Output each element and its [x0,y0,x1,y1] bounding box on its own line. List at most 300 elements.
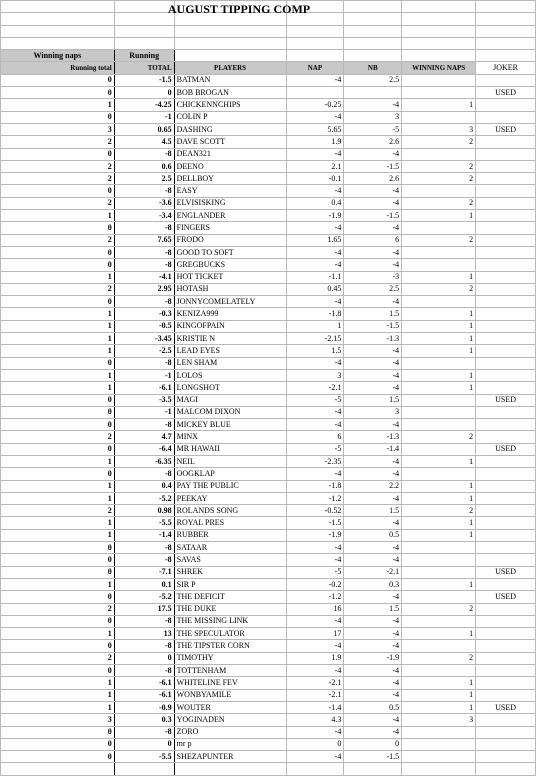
cell-nap: 1.5 [286,345,344,357]
cell-running-total: -1 [114,111,174,123]
cell-winning-naps-count: 2 [402,505,476,517]
cell-running-total: -6.4 [114,443,174,455]
cell-winning-naps-count [402,406,476,418]
cell-running-total: -3.4 [114,210,174,222]
cell-winning-naps: 2 [1,160,115,172]
cell-joker [476,578,536,590]
cell-nap: -1.2 [286,591,344,603]
cell-nb: -4 [344,677,402,689]
cell-winning-naps: 2 [1,603,115,615]
cell-winning-naps: 1 [1,701,115,713]
cell-nb: -2.1 [344,566,402,578]
cell-nap: -4 [286,751,344,763]
cell-player: DEAN321 [174,148,286,160]
cell-winning-naps: 1 [1,320,115,332]
cell-player: SIR P [174,578,286,590]
cell-running-total: -4.25 [114,99,174,111]
cell-winning-naps: 2 [1,234,115,246]
cell-running-total: -8 [114,419,174,431]
cell-winning-naps: 0 [1,615,115,627]
cell-running-total: -1.4 [114,529,174,541]
cell-joker [476,197,536,209]
cell-winning-naps-count: 3 [402,123,476,135]
cell-joker [476,320,536,332]
cell-player: FINGERS [174,222,286,234]
cell-nap: -4 [286,296,344,308]
cell-nap: -0.25 [286,99,344,111]
cell-joker [476,345,536,357]
cell-player: mr p [174,738,286,750]
cell-nb: -3 [344,271,402,283]
cell-nb: 1.5 [344,603,402,615]
cell-winning-naps-count: 2 [402,652,476,664]
cell-winning-naps-count [402,419,476,431]
cell-nap: -1.8 [286,308,344,320]
cell-running-total: 4.7 [114,431,174,443]
cell-player: MICKEY BLUE [174,419,286,431]
cell-winning-naps: 1 [1,382,115,394]
cell-winning-naps: 0 [1,554,115,566]
cell-winning-naps: 0 [1,111,115,123]
cell-winning-naps: 0 [1,259,115,271]
table-row [1,345,536,357]
cell-nb: -4 [344,99,402,111]
cell-winning-naps: 0 [1,185,115,197]
cell-player: ROYAL PRES [174,517,286,529]
cell-winning-naps: 0 [1,406,115,418]
table-row [1,185,536,197]
cell-joker [476,136,536,148]
header-winning-naps-col: WINNING NAPS [402,62,476,74]
cell-nb: -1.4 [344,443,402,455]
cell-nb: 1.5 [344,394,402,406]
cell-nb: 0 [344,738,402,750]
cell-player: TOTTENHAM [174,665,286,677]
cell-winning-naps-count: 1 [402,455,476,467]
cell-nb: 2.6 [344,173,402,185]
cell-winning-naps-count [402,357,476,369]
cell-nap: 3 [286,369,344,381]
cell-player: BOB BROGAN [174,87,286,99]
cell-player: DELLBOY [174,173,286,185]
cell-nb: -4 [344,640,402,652]
cell-winning-naps: 0 [1,738,115,750]
cell-running-total: -6.1 [114,677,174,689]
cell-nap: -0.52 [286,505,344,517]
cell-nb: -4 [344,591,402,603]
cell-joker [476,99,536,111]
cell-running-total: -3.5 [114,394,174,406]
cell-player: DASHING [174,123,286,135]
cell-player: WHITELINE FEV [174,677,286,689]
cell-nb: -4 [344,296,402,308]
cell-running-total: -3.45 [114,333,174,345]
cell-player: SAVAS [174,554,286,566]
cell-joker [476,554,536,566]
cell-nap: -5 [286,394,344,406]
cell-winning-naps-count [402,751,476,763]
cell-nap: -2.35 [286,455,344,467]
cell-player: MR HAWAII [174,443,286,455]
table-row [1,99,536,111]
cell-running-total: -8 [114,726,174,738]
cell-nb: -4 [344,357,402,369]
cell-nb: -4 [344,259,402,271]
table-row [1,665,536,677]
cell-nap: 0 [286,738,344,750]
cell-joker [476,283,536,295]
cell-nap: 16 [286,603,344,615]
table-row [1,701,536,713]
cell-winning-naps: 2 [1,283,115,295]
cell-joker [476,234,536,246]
cell-joker [476,677,536,689]
cell-nb: 0.5 [344,529,402,541]
cell-player: WOUTER [174,701,286,713]
cell-running-total: -8 [114,665,174,677]
cell-winning-naps: 1 [1,308,115,320]
table-row [1,443,536,455]
cell-player: LONGSHOT [174,382,286,394]
table-row [1,283,536,295]
cell-nb: -4 [344,542,402,554]
header-winning-naps: Winning naps [1,50,115,62]
header-players: PLAYERS [174,62,286,74]
cell-joker [476,419,536,431]
cell-winning-naps: 1 [1,210,115,222]
cell-nb: 0.5 [344,701,402,713]
cell-nap: -4 [286,148,344,160]
cell-running-total: -8 [114,468,174,480]
cell-joker: USED [476,591,536,603]
cell-winning-naps-count [402,554,476,566]
cell-winning-naps-count [402,726,476,738]
cell-nap: -5 [286,566,344,578]
cell-joker [476,665,536,677]
cell-player: KENIZA999 [174,308,286,320]
cell-winning-naps: 0 [1,148,115,160]
cell-running-total: -8 [114,259,174,271]
page-title: AUGUST TIPPING COMP [167,2,311,16]
cell-winning-naps: 1 [1,628,115,640]
cell-winning-naps: 1 [1,480,115,492]
cell-winning-naps: 0 [1,665,115,677]
table-row [1,689,536,701]
table-row [1,468,536,480]
header-nap: NAP [286,62,344,74]
cell-running-total: -5.2 [114,492,174,504]
cell-running-total: 0.1 [114,578,174,590]
cell-nap: -4 [286,615,344,627]
table-row [1,603,536,615]
cell-nb: -4 [344,419,402,431]
header-joker: JOKER [476,62,536,74]
cell-winning-naps: 1 [1,369,115,381]
cell-running-total: -0.3 [114,308,174,320]
cell-nb: -4 [344,615,402,627]
cell-player: YOGINADEN [174,714,286,726]
cell-winning-naps: 1 [1,677,115,689]
cell-running-total: -8 [114,542,174,554]
cell-winning-naps: 1 [1,517,115,529]
cell-winning-naps-count [402,615,476,627]
cell-nap [286,87,344,99]
cell-player: KINGOFPAIN [174,320,286,332]
cell-nap: -1.9 [286,210,344,222]
cell-player: MINX [174,431,286,443]
cell-nap: -4 [286,640,344,652]
cell-joker [476,529,536,541]
cell-winning-naps-count: 2 [402,173,476,185]
cell-nap: -4 [286,222,344,234]
cell-nap: -4 [286,259,344,271]
cell-running-total: -1.5 [114,74,174,86]
cell-nb: -4 [344,197,402,209]
cell-running-total: 7.65 [114,234,174,246]
cell-player: ENGLANDER [174,210,286,222]
cell-running-total: -2.5 [114,345,174,357]
cell-winning-naps-count [402,640,476,652]
cell-winning-naps-count: 1 [402,529,476,541]
cell-running-total: -8 [114,554,174,566]
cell-running-total: 2.95 [114,283,174,295]
cell-player: MALCOM DIXON [174,406,286,418]
cell-nap: -4 [286,357,344,369]
cell-nb: -4 [344,345,402,357]
table-row [1,308,536,320]
cell-winning-naps: 0 [1,296,115,308]
cell-winning-naps: 2 [1,652,115,664]
cell-nap: 4.3 [286,714,344,726]
cell-running-total: -4.1 [114,271,174,283]
table-row [1,455,536,467]
cell-running-total: -3.6 [114,197,174,209]
cell-joker [476,382,536,394]
cell-winning-naps: 0 [1,87,115,99]
cell-nb: 1.5 [344,308,402,320]
cell-winning-naps-count: 2 [402,197,476,209]
cell-winning-naps-count [402,591,476,603]
cell-joker: USED [476,566,536,578]
cell-nb [344,87,402,99]
header-running: Running [114,50,174,62]
cell-nap: -2.1 [286,677,344,689]
cell-joker [476,431,536,443]
table-row [1,517,536,529]
cell-player: CHICKENNCHIPS [174,99,286,111]
cell-nb: -4 [344,517,402,529]
cell-winning-naps: 0 [1,419,115,431]
cell-player: FRODO [174,234,286,246]
cell-nap: -0.1 [286,173,344,185]
table-row [1,259,536,271]
table-row [1,234,536,246]
cell-joker [476,369,536,381]
cell-joker [476,111,536,123]
cell-nb: -1.5 [344,210,402,222]
cell-nap: -2.1 [286,382,344,394]
cell-winning-naps-count [402,468,476,480]
cell-player: LEAD EYES [174,345,286,357]
cell-running-total: 17.5 [114,603,174,615]
cell-running-total: -1 [114,369,174,381]
cell-player: COLIN P [174,111,286,123]
cell-winning-naps-count: 1 [402,345,476,357]
cell-player: GOOD TO SOFT [174,246,286,258]
cell-nb: -4 [344,222,402,234]
cell-nb: -1.3 [344,431,402,443]
cell-running-total: -1 [114,406,174,418]
table-row [1,123,536,135]
cell-nap: -4 [286,185,344,197]
cell-winning-naps: 0 [1,566,115,578]
cell-winning-naps-count: 1 [402,210,476,222]
cell-joker [476,738,536,750]
cell-player: LOLOS [174,369,286,381]
cell-winning-naps: 0 [1,640,115,652]
cell-running-total: -8 [114,148,174,160]
table-row [1,333,536,345]
cell-nap: -5 [286,443,344,455]
cell-nap: 17 [286,628,344,640]
table-row [1,554,536,566]
cell-winning-naps-count: 1 [402,320,476,332]
cell-winning-naps: 2 [1,505,115,517]
cell-nap: -4 [286,665,344,677]
cell-joker [476,173,536,185]
cell-player: DEENO [174,160,286,172]
cell-winning-naps-count [402,148,476,160]
table-row [1,480,536,492]
cell-nap: -2.1 [286,689,344,701]
cell-nb: -4 [344,554,402,566]
cell-joker [476,210,536,222]
table-row [1,406,536,418]
table-row [1,210,536,222]
cell-winning-naps-count: 1 [402,517,476,529]
cell-winning-naps-count: 1 [402,382,476,394]
cell-nap: -1.4 [286,701,344,713]
cell-running-total: 0.3 [114,714,174,726]
table-row [1,615,536,627]
cell-player: BATMAN [174,74,286,86]
cell-winning-naps: 0 [1,468,115,480]
cell-nap: 1.65 [286,234,344,246]
table-row [1,271,536,283]
cell-joker [476,628,536,640]
cell-nb: -5 [344,123,402,135]
cell-player: DAVE SCOTT [174,136,286,148]
cell-winning-naps-count: 1 [402,628,476,640]
cell-nb: -4 [344,455,402,467]
table-row [1,419,536,431]
cell-winning-naps-count: 1 [402,271,476,283]
cell-winning-naps: 0 [1,394,115,406]
cell-joker: USED [476,123,536,135]
cell-joker: USED [476,87,536,99]
cell-joker [476,455,536,467]
cell-joker [476,185,536,197]
cell-winning-naps-count [402,665,476,677]
cell-winning-naps: 1 [1,345,115,357]
cell-joker [476,246,536,258]
cell-player: SHREK [174,566,286,578]
cell-nb: 6 [344,234,402,246]
cell-nap: 2.1 [286,160,344,172]
cell-player: PEEKAY [174,492,286,504]
cell-running-total: 0 [114,738,174,750]
table-row [1,320,536,332]
cell-nap: -1.2 [286,492,344,504]
cell-joker [476,74,536,86]
header-row-top [1,50,536,62]
cell-nb: 2.2 [344,480,402,492]
cell-nb: -4 [344,246,402,258]
cell-joker [476,517,536,529]
cell-running-total: 13 [114,628,174,640]
cell-winning-naps-count: 1 [402,689,476,701]
cell-running-total: -8 [114,296,174,308]
cell-nap: -4 [286,542,344,554]
cell-running-total: -8 [114,246,174,258]
cell-winning-naps: 3 [1,714,115,726]
cell-nap: -1.5 [286,517,344,529]
header-running-total: Running total [1,62,115,74]
cell-joker [476,160,536,172]
cell-joker [476,308,536,320]
table-row [1,197,536,209]
cell-nap: 5.65 [286,123,344,135]
cell-winning-naps-count [402,566,476,578]
table-row [1,160,536,172]
cell-joker [476,751,536,763]
cell-running-total: 2.5 [114,173,174,185]
cell-nap: 0.45 [286,283,344,295]
cell-joker [476,406,536,418]
cell-nb: -4 [344,382,402,394]
cell-nap: -4 [286,246,344,258]
table-row [1,591,536,603]
cell-winning-naps-count [402,443,476,455]
cell-running-total: -8 [114,640,174,652]
cell-player: ZORO [174,726,286,738]
cell-nb: -4 [344,714,402,726]
cell-nb: -1.9 [344,652,402,664]
cell-winning-naps-count [402,185,476,197]
cell-winning-naps: 2 [1,136,115,148]
cell-winning-naps: 1 [1,578,115,590]
cell-nb: 2.5 [344,74,402,86]
cell-joker [476,714,536,726]
cell-winning-naps: 2 [1,197,115,209]
cell-nb: -4 [344,369,402,381]
cell-winning-naps-count: 1 [402,578,476,590]
cell-player: WONBYAMILE [174,689,286,701]
cell-nb: -1.5 [344,160,402,172]
cell-nap: -2.15 [286,333,344,345]
cell-winning-naps-count [402,259,476,271]
cell-nb: 3 [344,406,402,418]
cell-nap: -0.2 [286,578,344,590]
cell-player: SATAAR [174,542,286,554]
cell-winning-naps-count: 2 [402,160,476,172]
cell-winning-naps-count [402,394,476,406]
cell-nb: -4 [344,665,402,677]
cell-nap: 0.4 [286,197,344,209]
cell-running-total: -6.1 [114,689,174,701]
cell-nap: -4 [286,726,344,738]
table-row [1,529,536,541]
